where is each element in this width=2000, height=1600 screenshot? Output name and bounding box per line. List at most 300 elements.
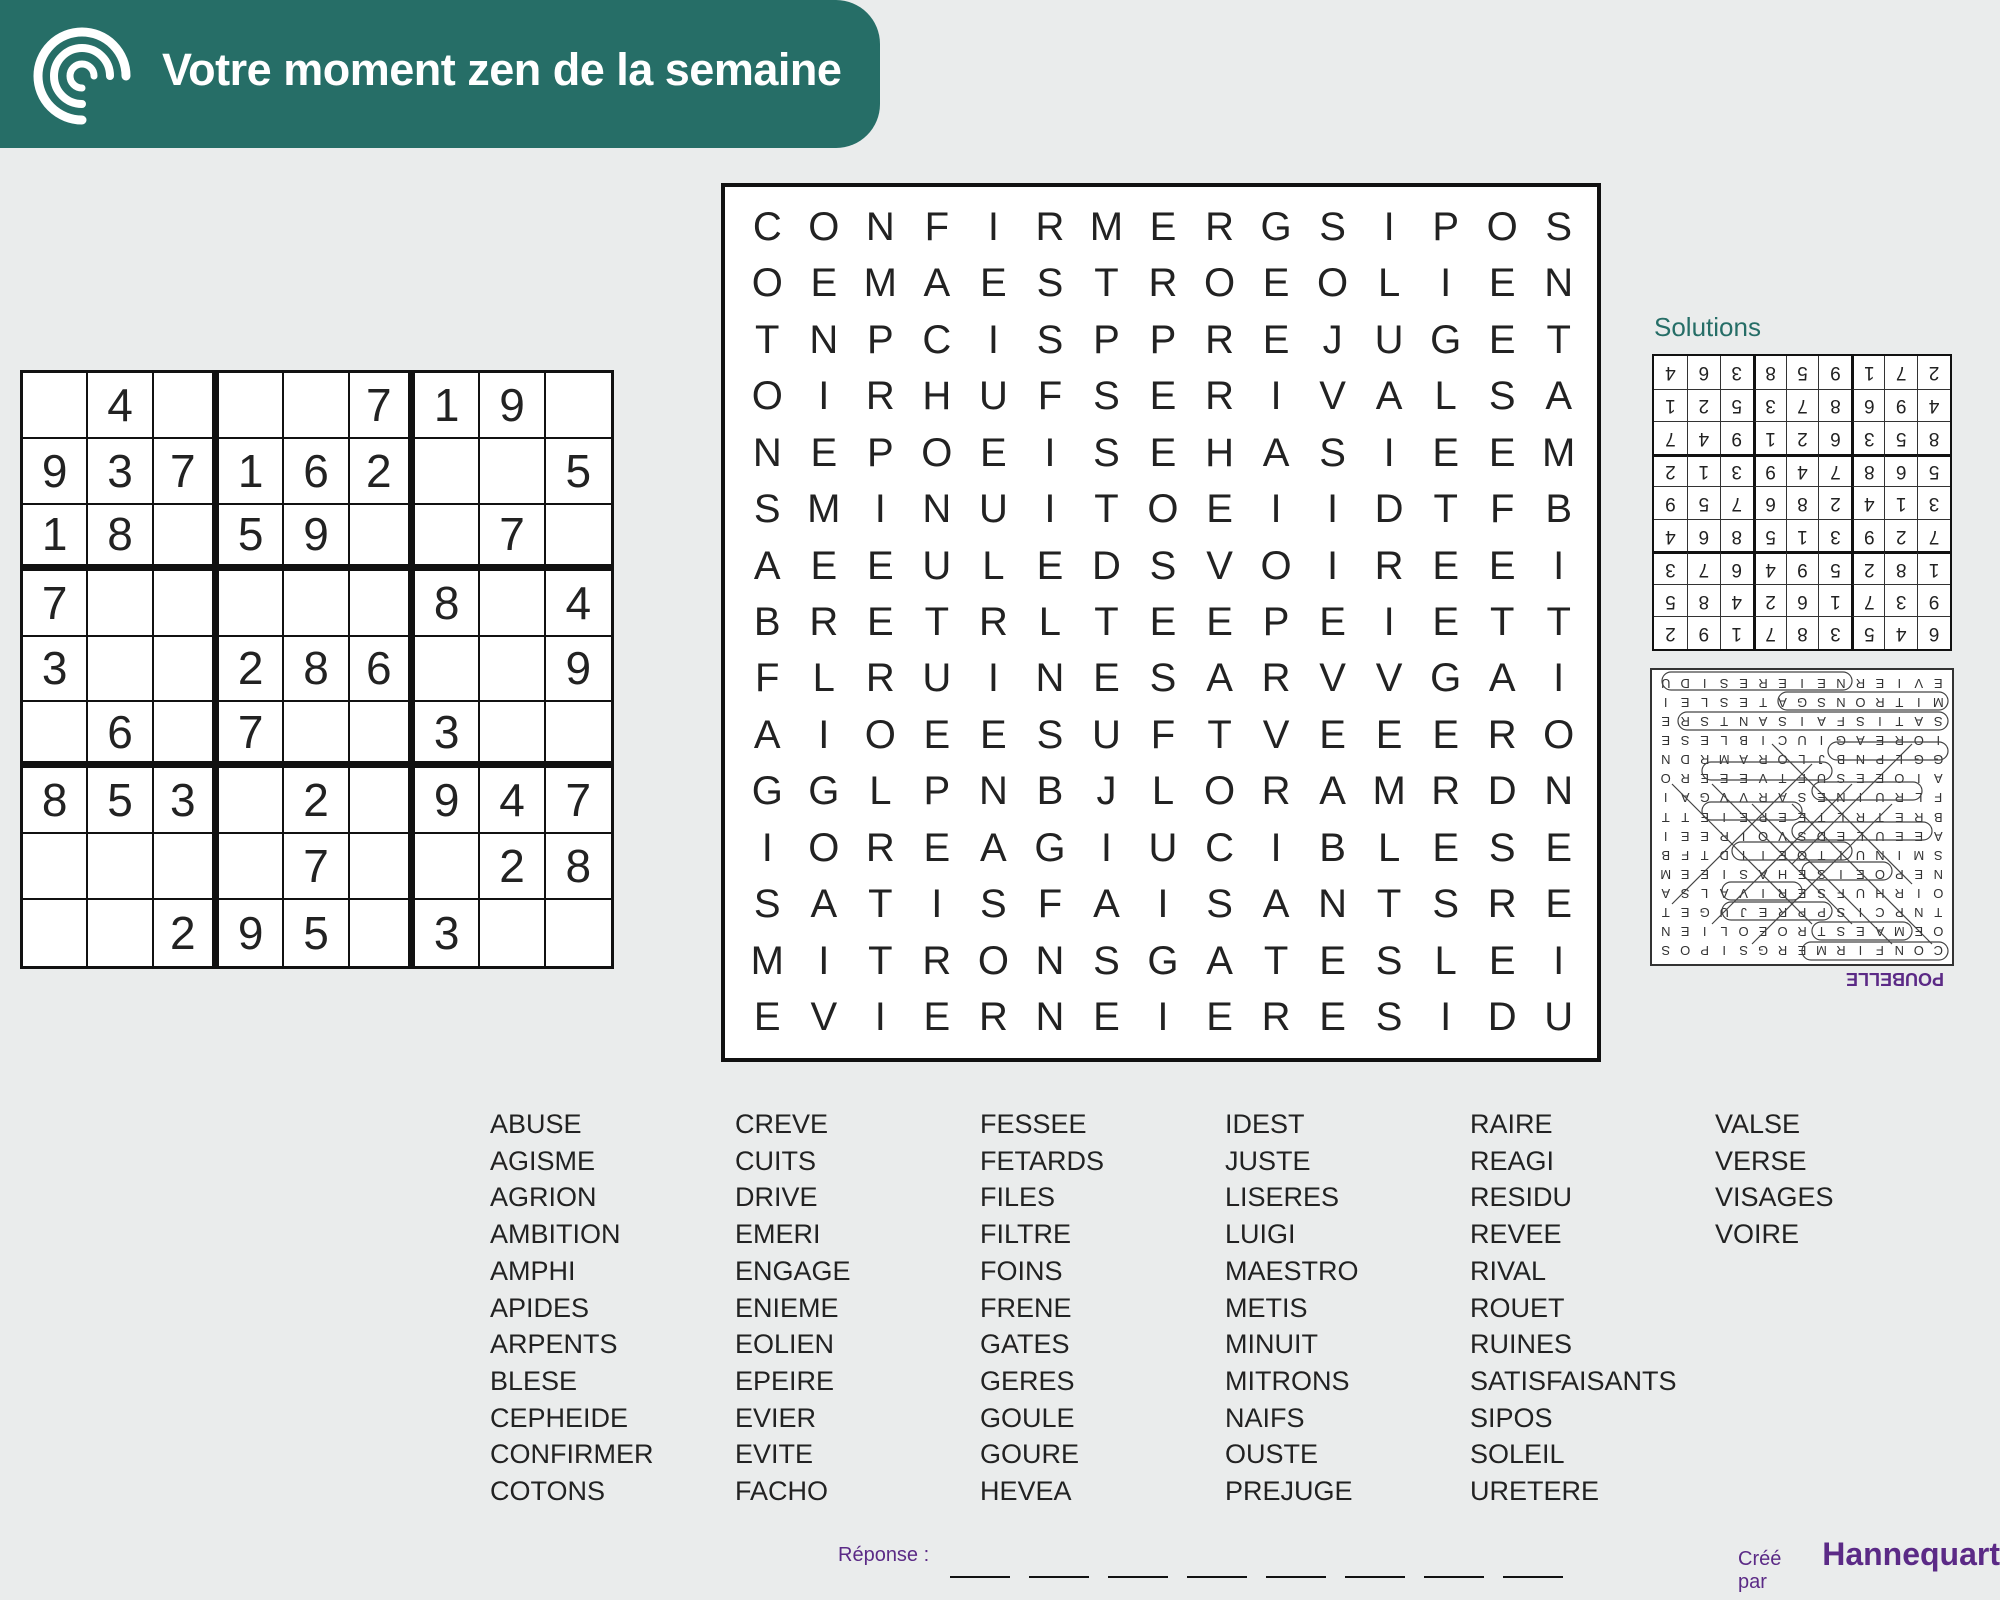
sudoku-cell[interactable]: 2 — [219, 637, 284, 703]
word-search-letter[interactable]: U — [1374, 317, 1404, 362]
word-search-letter[interactable]: I — [987, 204, 999, 249]
word-search-letter[interactable]: G — [1430, 317, 1462, 362]
word-search-letter[interactable]: B — [1545, 487, 1573, 532]
word-search-letter[interactable]: R — [1205, 317, 1234, 362]
sudoku-cell[interactable] — [480, 702, 545, 768]
word-search-letter[interactable]: I — [1440, 995, 1452, 1040]
word-search-letter[interactable]: S — [1545, 204, 1573, 249]
sudoku-cell[interactable] — [350, 768, 415, 834]
word-search-letter[interactable]: E — [1488, 261, 1516, 306]
word-search-letter[interactable]: L — [1378, 825, 1401, 870]
word-search-letter[interactable]: L — [1434, 374, 1457, 419]
word-search-letter[interactable]: E — [923, 712, 951, 757]
word-search-letter[interactable]: E — [866, 543, 894, 588]
sudoku-cell[interactable] — [88, 571, 153, 637]
word-search-letter[interactable]: V — [1319, 656, 1346, 701]
sudoku-cell[interactable] — [350, 702, 415, 768]
word-search-letter[interactable]: H — [922, 374, 952, 419]
sudoku-cell[interactable]: 7 — [350, 373, 415, 439]
word-search-letter[interactable]: S — [1432, 882, 1459, 927]
word-search-letter[interactable]: A — [1262, 882, 1290, 927]
word-search-letter[interactable]: I — [761, 825, 773, 870]
word-search-letter[interactable]: R — [978, 995, 1008, 1040]
sudoku-cell[interactable] — [154, 702, 219, 768]
sudoku-cell[interactable]: 6 — [350, 637, 415, 703]
word-search-letter[interactable]: T — [1094, 599, 1119, 644]
word-search-letter[interactable]: S — [1206, 882, 1233, 927]
word-search-letter[interactable]: G — [751, 769, 783, 814]
sudoku-cell[interactable]: 1 — [23, 505, 88, 571]
sudoku-cell[interactable]: 9 — [219, 900, 284, 966]
word-search-letter[interactable]: I — [1270, 374, 1282, 419]
word-search-letter[interactable]: E — [923, 995, 951, 1040]
word-search-letter[interactable]: S — [1488, 825, 1516, 870]
word-search-letter[interactable]: T — [1094, 487, 1119, 532]
word-search-letter[interactable]: N — [1318, 882, 1348, 927]
word-search-grid[interactable] — [739, 199, 1587, 1046]
word-search-letter[interactable]: L — [1151, 769, 1175, 814]
word-search-letter[interactable]: F — [924, 204, 950, 249]
word-search-letter[interactable]: O — [864, 712, 896, 757]
word-search-letter[interactable]: R — [865, 374, 895, 419]
word-search-letter[interactable]: N — [809, 317, 839, 362]
sudoku-cell[interactable] — [88, 900, 153, 966]
word-search-letter[interactable]: E — [1432, 599, 1459, 644]
word-search-letter[interactable]: M — [1089, 204, 1124, 249]
word-search-letter[interactable]: S — [1149, 543, 1177, 588]
word-search-letter[interactable]: L — [982, 543, 1005, 588]
word-search-letter[interactable]: E — [1488, 430, 1516, 475]
word-search-letter[interactable]: A — [1206, 656, 1233, 701]
word-search-letter[interactable]: N — [922, 487, 952, 532]
word-search-letter[interactable]: S — [753, 487, 781, 532]
sudoku-cell[interactable]: 7 — [23, 571, 88, 637]
word-search-letter[interactable]: A — [923, 261, 951, 306]
answer-blank[interactable] — [1345, 1574, 1405, 1578]
answer-blank[interactable] — [1029, 1574, 1089, 1578]
sudoku-cell[interactable] — [415, 834, 480, 900]
sudoku-cell[interactable]: 2 — [284, 768, 349, 834]
word-search-letter[interactable]: D — [1092, 543, 1121, 588]
sudoku-cell[interactable]: 3 — [415, 702, 480, 768]
word-search-letter[interactable]: G — [808, 769, 840, 814]
sudoku-cell[interactable]: 9 — [23, 439, 88, 505]
sudoku-cell[interactable] — [154, 571, 219, 637]
word-search-letter[interactable]: A — [980, 825, 1007, 870]
sudoku-cell[interactable]: 9 — [546, 637, 611, 703]
sudoku-cell[interactable] — [350, 834, 415, 900]
sudoku-cell[interactable]: 3 — [23, 637, 88, 703]
word-search-letter[interactable]: N — [1035, 656, 1065, 701]
word-search-letter[interactable]: E — [810, 430, 838, 475]
word-search-letter[interactable]: O — [1147, 487, 1179, 532]
word-search-letter[interactable]: A — [1206, 938, 1233, 983]
word-search-letter[interactable]: I — [1383, 204, 1395, 249]
word-search-letter[interactable]: S — [1093, 430, 1120, 475]
word-search-letter[interactable]: E — [1545, 825, 1573, 870]
sudoku-cell[interactable]: 7 — [284, 834, 349, 900]
sudoku-cell[interactable] — [546, 373, 611, 439]
word-search-letter[interactable]: E — [1432, 430, 1459, 475]
word-search-letter[interactable]: S — [1319, 430, 1346, 475]
word-search-letter[interactable]: T — [924, 599, 950, 644]
word-search-letter[interactable]: P — [866, 430, 894, 475]
word-search-letter[interactable]: R — [1431, 769, 1461, 814]
answer-blanks[interactable] — [950, 1574, 1563, 1578]
word-search-letter[interactable]: G — [1034, 825, 1066, 870]
word-search-letter[interactable]: E — [1488, 938, 1516, 983]
sudoku-cell[interactable] — [480, 637, 545, 703]
word-search-letter[interactable]: I — [987, 656, 999, 701]
word-search-letter[interactable]: L — [812, 656, 835, 701]
sudoku-cell[interactable] — [154, 505, 219, 571]
word-search-letter[interactable]: S — [1488, 374, 1516, 419]
word-search-letter[interactable]: O — [977, 938, 1009, 983]
word-search-letter[interactable]: I — [1044, 487, 1056, 532]
word-search-letter[interactable]: E — [1319, 712, 1346, 757]
word-search-letter[interactable]: N — [865, 204, 895, 249]
word-search-letter[interactable]: O — [808, 204, 840, 249]
sudoku-cell[interactable]: 6 — [284, 439, 349, 505]
word-search-letter[interactable]: E — [1149, 374, 1177, 419]
word-search-letter[interactable]: I — [1270, 487, 1282, 532]
sudoku-grid[interactable] — [20, 370, 614, 969]
sudoku-cell[interactable]: 7 — [154, 439, 219, 505]
word-search-letter[interactable]: S — [1319, 204, 1346, 249]
word-search-letter[interactable]: I — [818, 374, 830, 419]
sudoku-cell[interactable] — [23, 900, 88, 966]
answer-blank[interactable] — [950, 1574, 1010, 1578]
word-search-letter[interactable]: T — [1094, 261, 1119, 306]
sudoku-cell[interactable]: 8 — [415, 571, 480, 637]
word-search-letter[interactable]: F — [1150, 712, 1176, 757]
answer-blank[interactable] — [1108, 1574, 1168, 1578]
word-search-letter[interactable]: D — [1374, 487, 1404, 532]
word-search-letter[interactable]: E — [1319, 599, 1346, 644]
word-search-letter[interactable]: O — [1543, 712, 1575, 757]
word-search-letter[interactable]: G — [1430, 656, 1462, 701]
word-search-letter[interactable]: R — [1487, 882, 1517, 927]
sudoku-cell[interactable]: 2 — [350, 439, 415, 505]
word-search-letter[interactable]: E — [1206, 599, 1233, 644]
word-search-letter[interactable]: R — [1261, 769, 1291, 814]
word-search-letter[interactable]: E — [1206, 995, 1233, 1040]
word-search-letter[interactable]: O — [1486, 204, 1518, 249]
sudoku-cell[interactable]: 1 — [415, 373, 480, 439]
word-search-letter[interactable]: F — [1037, 374, 1063, 419]
sudoku-cell[interactable] — [219, 571, 284, 637]
word-search-letter[interactable]: S — [1093, 374, 1120, 419]
word-search-letter[interactable]: N — [1544, 261, 1574, 306]
word-search-letter[interactable]: E — [1206, 487, 1233, 532]
word-search-letter[interactable]: R — [1205, 374, 1234, 419]
sudoku-cell[interactable]: 8 — [546, 834, 611, 900]
word-search-letter[interactable]: L — [1038, 599, 1062, 644]
word-search-letter[interactable]: F — [1037, 882, 1063, 927]
word-search-letter[interactable]: S — [1036, 712, 1064, 757]
sudoku-cell[interactable]: 2 — [154, 900, 219, 966]
word-search-letter[interactable]: I — [931, 882, 943, 927]
word-search-letter[interactable]: G — [1147, 938, 1179, 983]
word-search-letter[interactable]: N — [1544, 769, 1574, 814]
word-search-letter[interactable]: R — [809, 599, 839, 644]
sudoku-cell[interactable] — [154, 834, 219, 900]
word-search-letter[interactable]: D — [1487, 995, 1517, 1040]
word-search-letter[interactable]: C — [922, 317, 952, 362]
word-search-letter[interactable]: E — [1432, 712, 1459, 757]
word-search-letter[interactable]: A — [1093, 882, 1120, 927]
word-search-letter[interactable]: O — [1203, 261, 1236, 306]
word-search-letter[interactable]: T — [868, 882, 893, 927]
sudoku-cell[interactable] — [546, 505, 611, 571]
word-search-letter[interactable]: A — [753, 543, 781, 588]
word-search-letter[interactable]: L — [1434, 938, 1457, 983]
word-search-letter[interactable]: A — [1319, 769, 1346, 814]
word-search-letter[interactable]: E — [1319, 938, 1346, 983]
word-search-letter[interactable]: I — [1383, 430, 1395, 475]
word-search-letter[interactable]: E — [1093, 656, 1120, 701]
word-search-letter[interactable]: E — [1036, 543, 1064, 588]
word-search-letter[interactable]: A — [1375, 374, 1403, 419]
word-search-letter[interactable]: T — [1433, 487, 1458, 532]
word-search-letter[interactable]: P — [923, 769, 951, 814]
word-search-letter[interactable]: E — [980, 430, 1007, 475]
word-search-letter[interactable]: D — [1487, 769, 1517, 814]
sudoku-cell[interactable] — [480, 900, 545, 966]
sudoku-cell[interactable] — [350, 571, 415, 637]
word-search-letter[interactable]: P — [1093, 317, 1120, 362]
word-search-letter[interactable]: S — [980, 882, 1007, 927]
word-search-letter[interactable]: B — [753, 599, 781, 644]
word-search-letter[interactable]: I — [987, 317, 999, 362]
word-search-letter[interactable]: I — [1157, 882, 1169, 927]
sudoku-cell[interactable]: 5 — [284, 900, 349, 966]
word-search-letter[interactable]: S — [1036, 261, 1064, 306]
word-search-letter[interactable]: R — [1374, 543, 1404, 588]
word-search-letter[interactable]: N — [752, 430, 782, 475]
word-search-letter[interactable]: I — [1440, 261, 1452, 306]
word-search-letter[interactable]: T — [1546, 599, 1571, 644]
sudoku-cell[interactable]: 3 — [154, 768, 219, 834]
word-search-letter[interactable]: U — [922, 543, 952, 588]
sudoku-cell[interactable] — [219, 373, 284, 439]
sudoku-cell[interactable] — [546, 900, 611, 966]
sudoku-cell[interactable] — [480, 439, 545, 505]
sudoku-cell[interactable]: 8 — [88, 505, 153, 571]
word-search-letter[interactable]: E — [1149, 599, 1177, 644]
word-search-letter[interactable]: I — [818, 712, 830, 757]
word-search-letter[interactable]: I — [1327, 487, 1339, 532]
sudoku-cell[interactable] — [546, 702, 611, 768]
word-search-letter[interactable]: H — [1205, 430, 1234, 475]
word-search-letter[interactable]: I — [1553, 938, 1565, 983]
sudoku-cell[interactable]: 5 — [88, 768, 153, 834]
word-search-letter[interactable]: R — [865, 825, 895, 870]
word-search-letter[interactable]: I — [874, 487, 886, 532]
word-search-letter[interactable]: E — [923, 825, 951, 870]
word-search-letter[interactable]: T — [1376, 882, 1402, 927]
word-search-letter[interactable]: O — [1260, 543, 1292, 588]
sudoku-cell[interactable]: 9 — [480, 373, 545, 439]
word-search-letter[interactable]: T — [1546, 317, 1571, 362]
sudoku-cell[interactable]: 7 — [480, 505, 545, 571]
word-search-letter[interactable]: M — [1542, 430, 1576, 475]
sudoku-cell[interactable] — [219, 834, 284, 900]
word-search-letter[interactable]: T — [868, 938, 893, 983]
word-search-letter[interactable]: U — [1544, 995, 1574, 1040]
word-search-letter[interactable]: N — [1035, 938, 1065, 983]
word-search-letter[interactable]: V — [1262, 712, 1290, 757]
sudoku-cell[interactable]: 3 — [88, 439, 153, 505]
word-search-letter[interactable]: E — [753, 995, 781, 1040]
sudoku-cell[interactable] — [88, 834, 153, 900]
sudoku-cell[interactable]: 4 — [480, 768, 545, 834]
word-search-letter[interactable]: R — [1205, 204, 1234, 249]
word-search-letter[interactable]: A — [753, 712, 781, 757]
word-search-letter[interactable]: N — [1035, 995, 1065, 1040]
word-search-letter[interactable]: U — [1148, 825, 1178, 870]
sudoku-cell[interactable] — [480, 571, 545, 637]
word-search-letter[interactable]: R — [1148, 261, 1178, 306]
word-search-letter[interactable]: O — [751, 261, 783, 306]
sudoku-cell[interactable] — [88, 637, 153, 703]
word-search-letter[interactable]: O — [751, 374, 783, 419]
word-search-letter[interactable]: R — [1487, 712, 1517, 757]
word-search-letter[interactable]: E — [1149, 204, 1177, 249]
word-search-letter[interactable]: E — [980, 712, 1007, 757]
sudoku-cell[interactable] — [154, 637, 219, 703]
word-search-letter[interactable]: M — [750, 938, 784, 983]
word-search-letter[interactable]: E — [1432, 825, 1459, 870]
word-search-letter[interactable]: V — [1375, 656, 1403, 701]
sudoku-cell[interactable]: 5 — [219, 505, 284, 571]
word-search-letter[interactable]: E — [1262, 317, 1290, 362]
sudoku-cell[interactable]: 4 — [88, 373, 153, 439]
word-search-letter[interactable]: P — [1149, 317, 1177, 362]
word-search-letter[interactable]: S — [753, 882, 781, 927]
word-search-letter[interactable]: E — [1432, 543, 1459, 588]
sudoku-cell[interactable] — [284, 702, 349, 768]
word-search-letter[interactable]: T — [1489, 599, 1515, 644]
word-search-letter[interactable]: I — [1157, 995, 1169, 1040]
word-search-letter[interactable]: M — [863, 261, 897, 306]
sudoku-cell[interactable]: 5 — [546, 439, 611, 505]
word-search-letter[interactable]: I — [1270, 825, 1282, 870]
word-search-letter[interactable]: U — [978, 487, 1008, 532]
word-search-letter[interactable]: G — [1260, 204, 1292, 249]
sudoku-cell[interactable] — [23, 373, 88, 439]
word-search-letter[interactable]: B — [1036, 769, 1064, 814]
word-search-letter[interactable]: I — [874, 995, 886, 1040]
word-search-letter[interactable]: U — [1092, 712, 1121, 757]
word-search-letter[interactable]: S — [1036, 317, 1064, 362]
word-search-letter[interactable]: T — [1207, 712, 1232, 757]
word-search-letter[interactable]: O — [1317, 261, 1349, 306]
word-search-letter[interactable]: T — [755, 317, 780, 362]
sudoku-cell[interactable] — [415, 439, 480, 505]
word-search-letter[interactable]: O — [808, 825, 840, 870]
sudoku-cell[interactable] — [415, 505, 480, 571]
sudoku-cell[interactable]: 8 — [23, 768, 88, 834]
sudoku-cell[interactable]: 7 — [219, 702, 284, 768]
word-search-letter[interactable]: F — [755, 656, 780, 701]
word-search-letter[interactable]: L — [1378, 261, 1401, 306]
word-search-letter[interactable]: I — [1553, 656, 1565, 701]
word-search-letter[interactable]: R — [1035, 204, 1065, 249]
word-search-letter[interactable]: S — [1093, 938, 1120, 983]
word-search-letter[interactable]: J — [1096, 769, 1117, 814]
sudoku-cell[interactable] — [350, 900, 415, 966]
word-search-letter[interactable]: E — [1545, 882, 1573, 927]
word-search-letter[interactable]: J — [1322, 317, 1343, 362]
answer-blank[interactable] — [1503, 1574, 1563, 1578]
word-search-letter[interactable]: C — [752, 204, 782, 249]
sudoku-cell[interactable]: 8 — [284, 637, 349, 703]
word-search-letter[interactable]: S — [1375, 938, 1403, 983]
word-search-letter[interactable]: U — [978, 374, 1008, 419]
word-search-letter[interactable]: I — [1044, 430, 1056, 475]
word-search-letter[interactable]: A — [1262, 430, 1290, 475]
word-search-letter[interactable]: L — [869, 769, 892, 814]
word-search-letter[interactable]: V — [810, 995, 838, 1040]
word-search-letter[interactable]: E — [1262, 261, 1290, 306]
sudoku-cell[interactable] — [284, 571, 349, 637]
answer-blank[interactable] — [1187, 1574, 1247, 1578]
word-search-letter[interactable]: E — [810, 543, 838, 588]
word-search-letter[interactable]: O — [921, 430, 953, 475]
word-search-letter[interactable]: O — [1203, 769, 1236, 814]
sudoku-cell[interactable]: 9 — [415, 768, 480, 834]
sudoku-cell[interactable] — [350, 505, 415, 571]
sudoku-cell[interactable] — [154, 373, 219, 439]
word-search-letter[interactable]: I — [1383, 599, 1395, 644]
word-search-letter[interactable]: S — [1149, 656, 1177, 701]
word-search-letter[interactable]: E — [810, 261, 838, 306]
word-search-letter[interactable]: T — [1263, 938, 1289, 983]
word-search-letter[interactable]: F — [1489, 487, 1515, 532]
word-search-letter[interactable]: I — [1327, 543, 1339, 588]
word-search-letter[interactable]: V — [1206, 543, 1233, 588]
word-search-letter[interactable]: P — [1262, 599, 1290, 644]
sudoku-cell[interactable]: 4 — [546, 571, 611, 637]
sudoku-cell[interactable]: 7 — [546, 768, 611, 834]
word-search-letter[interactable]: E — [1319, 995, 1346, 1040]
word-search-letter[interactable]: U — [922, 656, 952, 701]
word-search-letter[interactable]: R — [865, 656, 895, 701]
sudoku-cell[interactable] — [219, 768, 284, 834]
word-search-letter[interactable]: P — [1432, 204, 1459, 249]
word-search-letter[interactable]: B — [1319, 825, 1346, 870]
word-search-letter[interactable]: E — [980, 261, 1007, 306]
word-search-letter[interactable]: M — [807, 487, 841, 532]
word-search-letter[interactable]: E — [1149, 430, 1177, 475]
word-search-letter[interactable]: I — [818, 938, 830, 983]
word-search-letter[interactable]: R — [1261, 656, 1291, 701]
sudoku-cell[interactable] — [23, 702, 88, 768]
sudoku-cell[interactable]: 3 — [415, 900, 480, 966]
answer-blank[interactable] — [1266, 1574, 1326, 1578]
sudoku-cell[interactable] — [23, 834, 88, 900]
word-search-letter[interactable]: E — [1375, 712, 1403, 757]
word-search-letter[interactable]: V — [1319, 374, 1346, 419]
word-search-letter[interactable]: N — [978, 769, 1008, 814]
word-search-letter[interactable]: C — [1205, 825, 1234, 870]
answer-blank[interactable] — [1424, 1574, 1484, 1578]
word-search-letter[interactable]: A — [1545, 374, 1573, 419]
sudoku-cell[interactable]: 6 — [88, 702, 153, 768]
word-search-letter[interactable]: E — [1488, 543, 1516, 588]
sudoku-cell[interactable]: 9 — [284, 505, 349, 571]
